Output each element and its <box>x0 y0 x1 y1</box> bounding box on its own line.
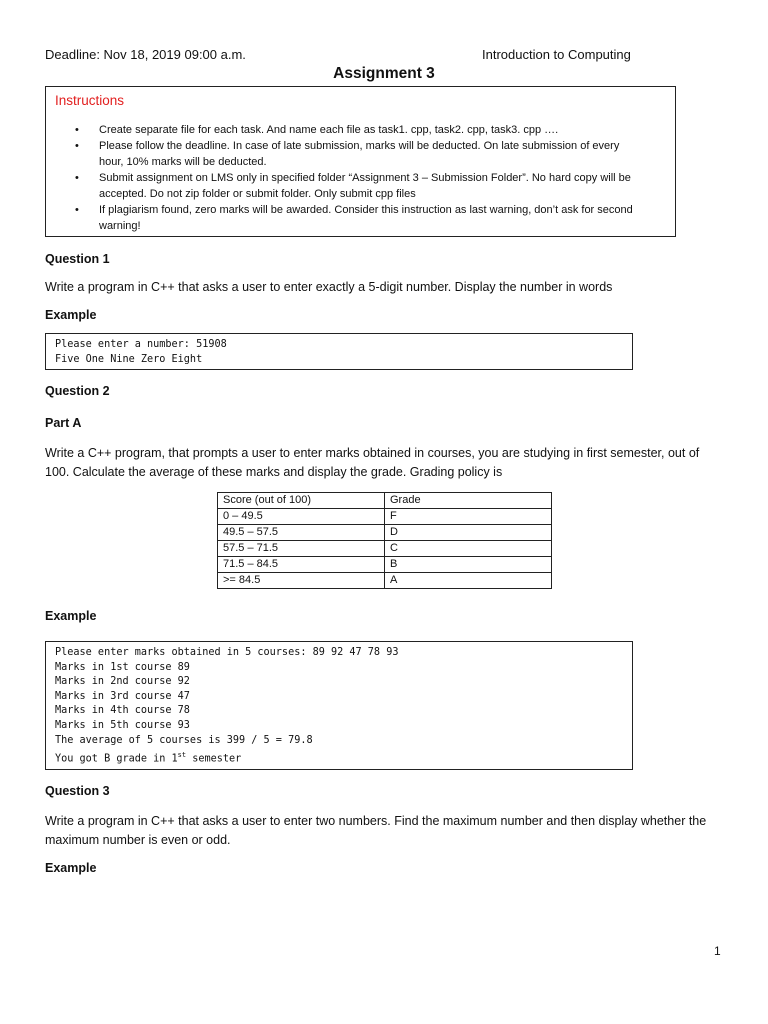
instruction-item: • If plagiarism found, zero marks will be awarded. Consider this instruction as last warning, don’t ask for second warning! <box>75 204 633 232</box>
instruction-item: • Please follow the deadline. In case of late submission, marks will be deducted. On late submission of every hour, 10% marks will be deducted. <box>75 140 620 168</box>
grade-cell: A <box>385 573 552 589</box>
score-cell: 71.5 – 84.5 <box>218 557 385 573</box>
instructions-title: Instructions <box>55 93 125 108</box>
code-line: Marks in 1st course 89 <box>55 661 190 673</box>
table-row <box>218 573 552 589</box>
question-1-example-label: Example <box>45 308 97 322</box>
instructions-box <box>45 86 676 237</box>
score-cell: 49.5 – 57.5 <box>218 525 385 541</box>
grade-cell: B <box>385 557 552 573</box>
code-line: Marks in 4th course 78 <box>55 705 190 717</box>
grading-policy-table <box>217 492 552 589</box>
question-3-heading: Question 3 <box>45 784 110 798</box>
bullet-icon: • <box>75 140 79 152</box>
code-line: Please enter marks obtained in 5 courses: 89 92 47 78 93 <box>55 647 399 658</box>
code-line: Five One Nine Zero Eight <box>55 353 203 365</box>
score-cell: >= 84.5 <box>218 573 385 589</box>
grade-cell: C <box>385 541 552 557</box>
page-title: Assignment 3 <box>333 65 435 82</box>
bullet-icon: • <box>75 124 79 136</box>
code-line: Marks in 2nd course 92 <box>55 676 190 688</box>
score-cell: 57.5 – 71.5 <box>218 541 385 557</box>
question-1-heading: Question 1 <box>45 252 110 266</box>
question-2-example-code <box>45 641 633 770</box>
question-2-heading: Question 2 <box>45 384 110 398</box>
question-1-text: Write a program in C++ that asks a user to enter exactly a 5-digit number. Display the number in words <box>45 280 613 294</box>
question-2-text: Write a C++ program, that prompts a user to enter marks obtained in courses, you are studying in first semester, out of 100. Calculate the average of these marks and display the grade. Grading policy is <box>45 446 700 479</box>
bullet-icon: • <box>75 172 79 184</box>
bullet-icon: • <box>75 204 79 216</box>
deadline: Deadline: Nov 18, 2019 09:00 a.m. <box>45 47 246 62</box>
code-line: You got B grade in 1st semester <box>55 751 242 765</box>
table-row <box>218 541 552 557</box>
grade-cell: F <box>385 509 552 525</box>
question-2-example-label: Example <box>45 609 97 623</box>
code-line: Please enter a number: 51908 <box>55 339 227 350</box>
course-name: Introduction to Computing <box>482 47 631 62</box>
instructions-list <box>46 122 644 234</box>
instruction-item: • Submit assignment on LMS only in specified folder “Assignment 3 – Submission Folder”. No hard copy will be accepted. Do not zip folder or submit folder. Only submit cpp files <box>75 172 631 200</box>
code-line: Marks in 5th course 93 <box>55 719 190 731</box>
question-1-example-code <box>45 333 633 370</box>
instruction-item: • Create separate file for each task. And name each file as task1. cpp, task2. cpp, task3. cpp …. <box>75 124 559 136</box>
code-line: Marks in 3rd course 47 <box>55 690 190 702</box>
code-line: The average of 5 courses is 399 / 5 = 79.8 <box>55 734 313 746</box>
question-2-part-a: Part A <box>45 416 82 430</box>
question-3-example-label: Example <box>45 861 97 875</box>
score-cell: 0 – 49.5 <box>218 509 385 525</box>
grade-cell: D <box>385 525 552 541</box>
question-3-text: Write a program in C++ that asks a user to enter two numbers. Find the maximum number and then display whether the maximum number is even or odd. <box>45 814 707 847</box>
table-header-grade: Grade <box>385 493 552 509</box>
table-row <box>218 509 552 525</box>
page-number: 1 <box>714 944 721 958</box>
table-header-score: Score (out of 100) <box>218 493 385 509</box>
table-row <box>218 557 552 573</box>
table-row <box>218 525 552 541</box>
table-header-row <box>218 493 552 509</box>
